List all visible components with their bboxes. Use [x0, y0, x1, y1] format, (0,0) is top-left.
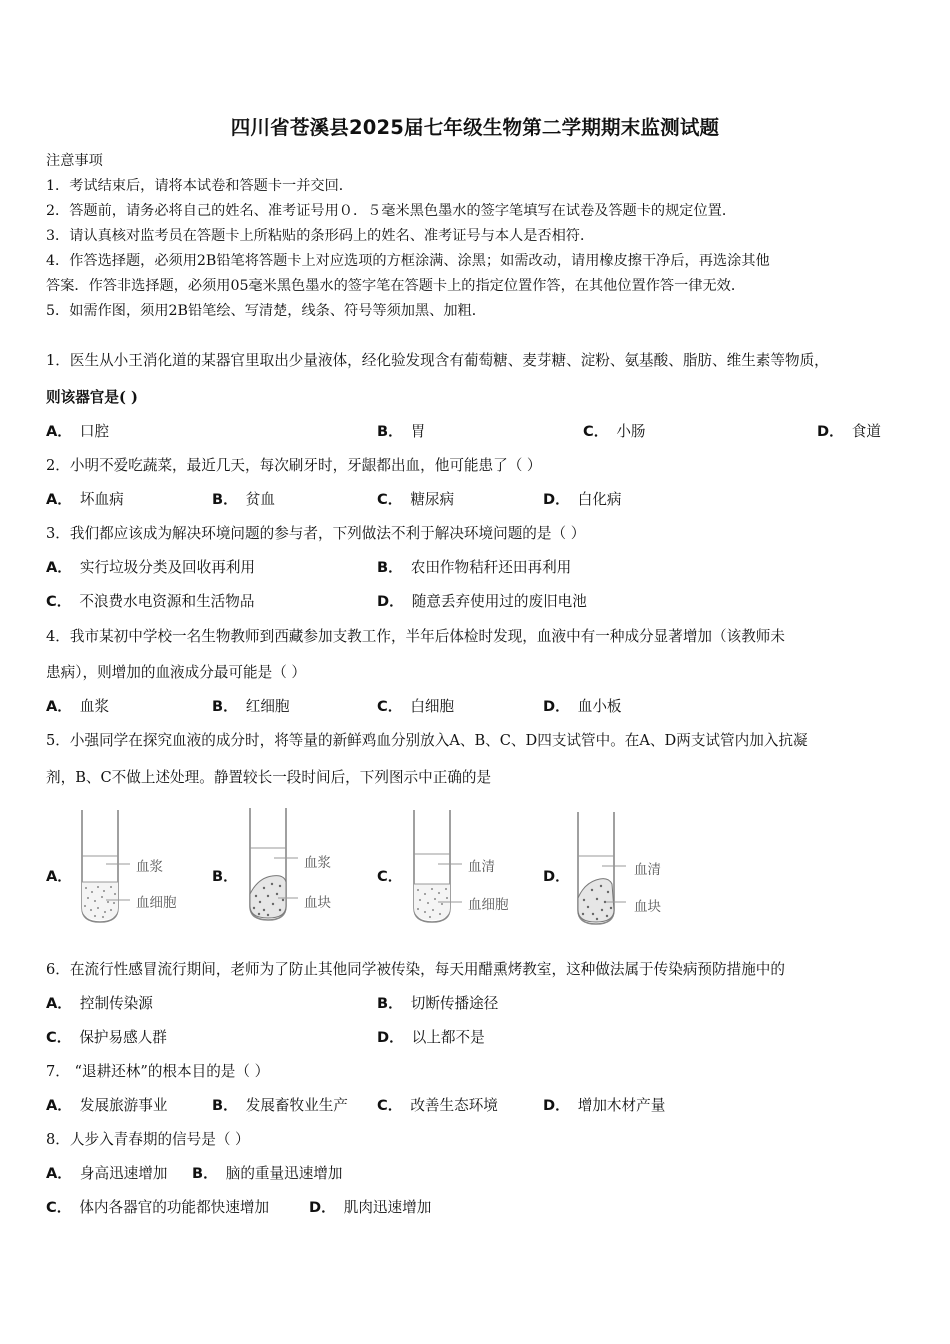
option-letter: B．: [377, 423, 403, 440]
option-text: 切断传播途径: [410, 995, 499, 1012]
q7-option-c[interactable]: [377, 1096, 498, 1116]
notice-item: 答案．作答非选择题，必须用05毫米黑色墨水的签字笔在答题卡上的指定位置作答，在其他位置作答一律无效．: [46, 278, 746, 294]
option-letter: D．: [817, 423, 844, 440]
option-letter: D．: [377, 593, 404, 610]
q3-option-a[interactable]: [46, 558, 255, 578]
question-5-stem-cont: 剂，B、C不做上述处理。静置较长一段时间后，下列图示中正确的是: [46, 769, 492, 786]
option-letter: C．: [377, 1097, 403, 1114]
test-tube-c: [408, 808, 458, 928]
option-text: 改善生态环境: [410, 1097, 498, 1114]
option-letter: A．: [46, 1097, 72, 1114]
option-letter: D．: [543, 698, 570, 715]
option-text: 白细胞: [410, 698, 455, 715]
option-letter: B．: [377, 559, 403, 576]
option-letter: B．: [192, 1165, 218, 1182]
notice-heading: 注意事项: [46, 153, 103, 169]
option-text: 不浪费水电资源和生活物品: [79, 593, 255, 610]
option-text: 保护易感人群: [79, 1029, 167, 1046]
q4-option-c[interactable]: [377, 697, 454, 717]
question-4-stem-cont: 患病），则增加的血液成分最可能是（ ）: [46, 664, 307, 681]
figure-a-bottom-label: 血细胞: [136, 895, 177, 911]
option-letter: B．: [377, 995, 403, 1012]
figure-c-top-label: 血清: [468, 859, 495, 875]
option-letter: C．: [377, 698, 403, 715]
question-8-stem: 8．人步入青春期的信号是（ ）: [46, 1131, 250, 1148]
question-1-stem: 1．医生从小王消化道的某器官里取出少量液体，经化验发现含有葡萄糖、麦芽糖、淀粉、氨基酸、脂肪、维生素等物质，: [46, 352, 829, 369]
q7-option-b[interactable]: [212, 1096, 348, 1116]
question-4-stem: 4．我市某初中学校一名生物教师到西藏参加支教工作，半年后体检时发现，血液中有一种成分显著增加（该教师未: [46, 628, 785, 645]
option-text: 肌肉迅速增加: [343, 1199, 432, 1216]
notice-item: 4．作答选择题，必须用2B铅笔将答题卡上对应选项的方框涂满、涂黑；如需改动，请用橡皮擦干净后，再选涂其他: [46, 253, 770, 269]
question-3-stem: 3．我们都应该成为解决环境问题的参与者，下列做法不利于解决环境问题的是（ ）: [46, 525, 586, 542]
figure-b-bottom-label: 血块: [304, 895, 331, 911]
option-text: 实行垃圾分类及回收再利用: [79, 559, 256, 576]
option-text: 血浆: [79, 698, 110, 715]
option-letter: A．: [46, 491, 72, 508]
test-tube-a: [76, 808, 126, 928]
option-letter: A．: [46, 698, 72, 715]
test-tube-b: [244, 806, 294, 926]
question-5-stem: 5．小强同学在探究血液的成分时，将等量的新鲜鸡血分别放入A、B、C、D四支试管中。在A、D两支试管内加入抗凝: [46, 732, 808, 749]
figure-d-bottom-label: 血块: [634, 899, 661, 915]
option-letter: C．: [46, 1199, 72, 1216]
option-text: 白化病: [577, 491, 622, 508]
option-letter: B．: [212, 491, 238, 508]
figure-a-letter[interactable]: A．: [46, 868, 72, 885]
option-letter: C．: [377, 491, 403, 508]
notice-item: 3．请认真核对监考员在答题卡上所粘贴的条形码上的姓名、准考证号与本人是否相符．: [46, 228, 595, 244]
notice-item: 1．考试结束后，请将本试卷和答题卡一并交回．: [46, 178, 353, 194]
option-text: 贫血: [245, 491, 275, 508]
question-2-stem: 2．小明不爱吃蔬菜，最近几天，每次刷牙时，牙龈都出血，他可能患了（ ）: [46, 457, 542, 474]
figure-b-letter[interactable]: B．: [212, 868, 238, 885]
option-text: 控制传染源: [79, 995, 153, 1012]
option-letter: C．: [583, 423, 609, 440]
q3-option-b[interactable]: [377, 558, 571, 578]
q2-option-a[interactable]: [46, 490, 124, 510]
q1-option-b[interactable]: [377, 422, 425, 442]
option-text: 红细胞: [245, 698, 290, 715]
figure-b-top-label: 血浆: [304, 855, 331, 871]
figure-d-top-label: 血清: [634, 862, 661, 878]
option-letter: D．: [543, 1097, 570, 1114]
option-text: 发展旅游事业: [79, 1097, 168, 1114]
option-text: 坏血病: [79, 491, 124, 508]
option-text: 小肠: [616, 423, 646, 440]
option-text: 血小板: [577, 698, 622, 715]
option-letter: D．: [309, 1199, 336, 1216]
option-text: 增加木材产量: [577, 1097, 666, 1114]
q4-option-b[interactable]: [212, 697, 290, 717]
question-7-stem: 7． “退耕还林”的根本目的是（ ）: [46, 1063, 270, 1080]
q2-option-d[interactable]: [543, 490, 622, 510]
option-text: 发展畜牧业生产: [245, 1097, 348, 1114]
q2-option-c[interactable]: [377, 490, 454, 510]
q4-option-a[interactable]: [46, 697, 109, 717]
q8-option-a[interactable]: [46, 1164, 167, 1184]
option-letter: C．: [46, 593, 72, 610]
option-text: 糖尿病: [410, 491, 455, 508]
q4-option-d[interactable]: [543, 697, 622, 717]
option-text: 胃: [410, 423, 426, 440]
option-letter: A．: [46, 423, 72, 440]
option-text: 脑的重量迅速增加: [225, 1165, 343, 1182]
notice-item: 2．答题前，请务必将自己的姓名、准考证号用０．５毫米黑色墨水的签字笔填写在试卷及答题卡的规定位置．: [46, 203, 737, 219]
q2-option-b[interactable]: [212, 490, 275, 510]
question-1-stem-cont: 则该器官是( ): [46, 389, 138, 406]
option-text: 体内各器官的功能都快速增加: [79, 1199, 270, 1216]
option-text: 农田作物秸秆还田再利用: [410, 559, 572, 576]
q8-option-b[interactable]: [192, 1164, 342, 1184]
option-letter: D．: [543, 491, 570, 508]
option-text: 身高迅速增加: [79, 1165, 168, 1182]
q7-option-d[interactable]: [543, 1096, 665, 1116]
q6-option-d[interactable]: [377, 1028, 485, 1048]
page-title: 四川省苍溪县2025届七年级生物第二学期期末监测试题: [230, 116, 720, 139]
q6-option-c[interactable]: [46, 1028, 167, 1048]
option-letter: A．: [46, 1165, 72, 1182]
option-letter: A．: [46, 995, 72, 1012]
q6-option-b[interactable]: [377, 994, 498, 1014]
q3-option-d[interactable]: [377, 592, 587, 612]
q7-option-a[interactable]: [46, 1096, 167, 1116]
q1-option-c[interactable]: [583, 422, 646, 442]
q1-option-a[interactable]: [46, 422, 109, 442]
option-letter: C．: [46, 1029, 72, 1046]
q8-option-d[interactable]: [309, 1198, 431, 1218]
q6-option-a[interactable]: [46, 994, 153, 1014]
figure-c-bottom-label: 血细胞: [468, 897, 509, 913]
q1-option-d[interactable]: [817, 422, 881, 442]
option-text: 随意丢弃使用过的废旧电池: [411, 593, 587, 610]
figure-d-letter[interactable]: D．: [543, 868, 570, 885]
figure-c-letter[interactable]: C．: [377, 868, 403, 885]
option-text: 以上都不是: [411, 1029, 485, 1046]
option-text: 食道: [851, 423, 881, 440]
option-text: 口腔: [79, 423, 110, 440]
q3-option-c[interactable]: [46, 592, 254, 612]
option-letter: A．: [46, 559, 72, 576]
option-letter: B．: [212, 698, 238, 715]
figure-a-top-label: 血浆: [136, 859, 163, 875]
question-6-stem: 6．在流行性感冒流行期间，老师为了防止其他同学被传染，每天用醋熏烤教室，这种做法属于传染病预防措施中的: [46, 961, 785, 978]
option-letter: B．: [212, 1097, 238, 1114]
notice-item: 5．如需作图，须用2B铅笔绘、写清楚，线条、符号等须加黑、加粗．: [46, 303, 486, 319]
q8-option-c[interactable]: [46, 1198, 269, 1218]
option-letter: D．: [377, 1029, 404, 1046]
test-tube-d: [572, 810, 622, 930]
